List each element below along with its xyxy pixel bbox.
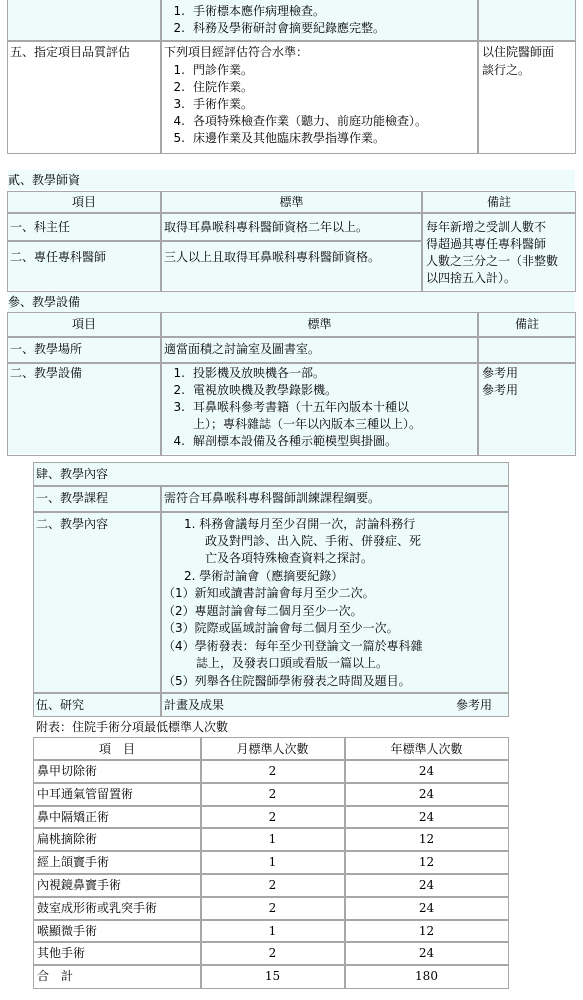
- content-line: （1）新知或讀書討論會每月至少二次。: [163, 586, 375, 600]
- cell-item-name: 經上頜竇手術: [37, 855, 110, 870]
- cell-monthly: 1: [268, 832, 277, 847]
- cell-yearly: 24: [418, 786, 435, 801]
- equipment-header-item: 項目: [71, 317, 96, 331]
- cell-item-name: 其他手術: [37, 946, 86, 961]
- list-item: 4. 各項特殊檢查作業（聽力、前庭功能檢查）。: [173, 114, 428, 128]
- content-row2-item: 二、教學內容: [36, 517, 109, 531]
- cell-item-name: 內視鏡鼻竇手術: [37, 878, 122, 892]
- cell-yearly: 12: [418, 832, 435, 847]
- research-item: 伍、研究: [36, 698, 85, 712]
- research-note: 參考用: [456, 698, 493, 712]
- appendix-title: 附表：住院手術分項最低標準人次數: [36, 720, 229, 734]
- content-line: 亡及各項特殊檢查資料之探討。: [205, 551, 374, 565]
- content-row1-item: 一、教學課程: [36, 491, 109, 505]
- cell-monthly: 1: [268, 923, 277, 938]
- cell-item-name: 扁桃摘除術: [37, 832, 98, 847]
- research-text: 計畫及成果: [164, 698, 225, 712]
- cell-yearly: 24: [418, 878, 435, 892]
- list-item: 5. 床邊作業及其他臨床教學指導作業。: [173, 131, 386, 145]
- cell-yearly: 24: [418, 900, 435, 915]
- content-line: （5）列舉各住院醫師學術發表之時間及題目。: [163, 674, 411, 688]
- quality-item-label: 五、指定項目品質評估: [10, 45, 131, 59]
- content-line: 誌上，及發表口頭或看版一篇以上。: [196, 656, 389, 670]
- list-item: 1. 投影機及放映機各一部。: [173, 366, 326, 380]
- teachers-note-line: 每年新增之受訓人數不: [426, 220, 547, 234]
- cell-yearly: 180: [415, 969, 438, 984]
- content-row1-text: 需符合耳鼻喉科專科醫師訓練課程綱要。: [164, 491, 381, 505]
- list-item: 1. 手術標本應作病理檢查。: [173, 4, 326, 18]
- teachers-note-line: 得超過其專任專科醫師: [426, 237, 547, 251]
- teachers-note-line: 以四捨五入計）。: [426, 271, 517, 285]
- appendix-header-monthly: 月標準人次數: [236, 742, 309, 756]
- quality-list: [163, 62, 427, 147]
- quality-note-line1: 以住院醫師面: [482, 45, 555, 59]
- appendix-header-item: 項 目: [98, 742, 135, 756]
- cell-monthly: 2: [268, 878, 277, 892]
- cell-yearly: 24: [418, 764, 435, 778]
- teachers-note-line: 人數之三分之一（非整數: [426, 254, 559, 268]
- top-continuation-list: [163, 3, 385, 37]
- equipment-row1-item: 一、教學場所: [10, 342, 83, 356]
- equipment-row2-item: 二、教學設備: [10, 366, 83, 380]
- equipment-header-note: 備註: [514, 317, 539, 331]
- cell-item-name: 鼻中隔矯正術: [37, 809, 110, 824]
- cell-yearly: 12: [418, 923, 435, 938]
- cell-item-name: 中耳通氣管留置術: [37, 786, 134, 801]
- list-item: 3. 耳鼻喉科參考書籍（十五年內版本十種以 上）；專科雜誌（一年以內版本三種以上）。: [173, 400, 422, 431]
- cell-yearly: 24: [418, 946, 435, 961]
- cell-monthly: 15: [264, 969, 281, 984]
- cell-monthly: 2: [268, 809, 277, 824]
- teachers-row1-item: 一、科主任: [10, 220, 71, 234]
- list-item: 2. 電視放映機及教學錄影機。: [173, 383, 338, 397]
- content-line: 2. 學術討論會（應摘要紀錄）: [184, 569, 344, 583]
- equipment-heading: 參、教學設備: [8, 295, 81, 309]
- teachers-row1-standard: 取得耳鼻喉科專科醫師資格二年以上。: [164, 220, 369, 234]
- content-line: 政及對門診、出入院、手術、併發症、死: [205, 534, 422, 548]
- equipment-list: [163, 365, 421, 450]
- quality-lead-text: 下列項目經評估符合水準：: [164, 45, 309, 59]
- content-line: （4）學術發表：每年至少刊登論文一篇於專科雜: [163, 639, 423, 653]
- equipment-note: 參考用: [482, 383, 519, 397]
- equipment-row1-standard: 適當面積之討論室及圖書室。: [164, 342, 321, 356]
- teachers-row2-item: 二、專任專科醫師: [10, 250, 107, 264]
- cell-monthly: 2: [268, 786, 277, 801]
- cell-monthly: 1: [268, 855, 277, 870]
- quality-note-line2: 談行之。: [482, 63, 531, 77]
- content-line: （3）院際或區域討論會每二個月至少一次。: [163, 621, 399, 635]
- cell-item-name: 鼻甲切除術: [37, 764, 98, 778]
- cell-monthly: 2: [268, 946, 277, 961]
- cell-yearly: 24: [418, 809, 435, 824]
- cell-item-name: 喉顯微手術: [37, 923, 98, 938]
- list-item: 4. 解剖標本設備及各種示範模型與掛圖。: [173, 434, 398, 448]
- equipment-header-standard: 標準: [307, 317, 332, 331]
- cell-item-name: 合 計: [37, 969, 74, 984]
- content-line: （2）專題討論會每二個月至少一次。: [163, 604, 363, 618]
- teachers-header-item: 項目: [71, 195, 96, 209]
- teachers-row2-standard: 三人以上且取得耳鼻喉科專科醫師資格。: [164, 250, 381, 264]
- cell-monthly: 2: [268, 900, 277, 915]
- content-heading: 肆、教學內容: [36, 467, 109, 481]
- list-item: 2. 住院作業。: [173, 80, 254, 94]
- cell-yearly: 12: [418, 855, 435, 870]
- list-item: 1. 門診作業。: [173, 63, 254, 77]
- cell-monthly: 2: [268, 764, 277, 778]
- content-line: 1. 科務會議每月至少召開一次，討論科務行: [184, 517, 416, 531]
- teachers-heading: 貳、教學師資: [8, 173, 81, 187]
- teachers-header-standard: 標準: [279, 195, 304, 209]
- appendix-header-yearly: 年標準人次數: [390, 742, 463, 756]
- list-item: 3. 手術作業。: [173, 97, 254, 111]
- equipment-note: 參考用: [482, 366, 519, 380]
- cell-item-name: 鼓室成形術或乳突手術: [37, 900, 158, 915]
- list-item: 2. 科務及學術研討會摘要紀錄應完整。: [173, 21, 386, 35]
- teachers-header-note: 備註: [486, 195, 511, 209]
